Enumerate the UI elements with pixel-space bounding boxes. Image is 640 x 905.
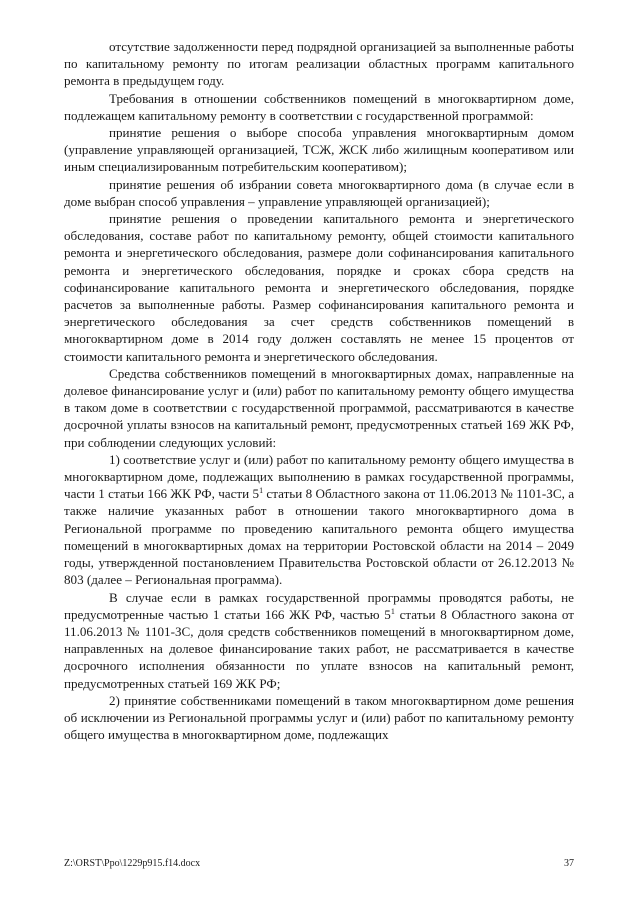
paragraph: Средства собственников помещений в многоквартирных домах, направленные на долевое финансирование услуг и (или) работ по капитальному ремонту общего имущества в таком доме в соответствии с государственной программой, рассматриваются в качестве досрочной уплаты взносов на капитальный ремонт, предусмотренных статьей 169 ЖК РФ, при соблюдении следующих условий: — [64, 365, 574, 450]
requirement-item: принятие решения об избрании совета многоквартирного дома (в случае если в доме выбран способ управления – управление управляющей организацией); — [64, 176, 574, 209]
condition-item: 2) принятие собственниками помещений в таком многоквартирном доме решения об исключении из Региональной программы услуг и (или) работ по капитальному ремонту общего имущества в многоквартирном доме, подлежащих — [64, 692, 574, 743]
requirement-item: принятие решения о выборе способа управления многоквартирным домом (управление управляющей организацией, ТСЖ, ЖСК либо жилищным кооперативом или иным специализированным потребительским кооперативом); — [64, 125, 574, 175]
paragraph-text: статьи 8 Областного закона от 11.06.2013 № 1101-ЗС, доля средств собственников помещений в многоквартирном доме, направленных на долевое финансирование таких работ, не рассматривается в качестве досрочного исполнения обязанности по уплате взносов на капитальный ремонт, предусмотренных статьей 169 ЖК РФ; — [64, 606, 574, 691]
paragraph-text: 1) соответствие услуг и (или) работ по капитальному ремонту общего имущества в многоквартирном доме, подлежащих выполнению в рамках государственной программы, части 1 статьи 166 ЖК РФ, части 5 — [64, 451, 574, 502]
footer-file-path: Z:\ORST\Ppo\1229p915.f14.docx — [64, 858, 201, 869]
paragraph-text: В случае если в рамках государственной программы проводятся работы, не предусмотренные частью 1 статьи 166 ЖК РФ, частью 5 — [64, 589, 574, 622]
document-body — [64, 38, 574, 743]
superscript: 1 — [259, 486, 264, 496]
paragraph-text: статьи 8 Областного закона от 11.06.2013 № 1101-ЗС, а также наличие указанных работ в отношении такого многоквартирного дома в Региональной программе по проведению капитального ремонта общего имущества помещений в многоквартирных домах на территории Ростовской области на 2014 – 2049 годы, утвержденной постановлением Правительства Ростовской области от 26.12.2013 № 803 (далее – Региональная программа). — [64, 486, 574, 588]
requirement-item: принятие решения о проведении капитального ремонта и энергетического обследования, составе работ по капитальному ремонту, общей стоимости капитального ремонта и энергетического обследования, размере доли софинансирования капитального ремонта и энергетического обследования, порядке и сроках сбора средств на софинансирование капитального ремонта и энергетического обследования, порядке расчетов за выполненные работы. Размер софинансирования капитального ремонта и энергетического обследования за счет средств собственников помещений в многоквартирном доме в 2014 году должен составлять не менее 15 процентов от стоимости капитального ремонта и энергетического обследования. — [64, 211, 574, 364]
superscript: 1 — [390, 606, 395, 616]
page-footer — [64, 857, 574, 871]
paragraph: Требования в отношении собственников помещений в многоквартирном доме, подлежащем капитальному ремонту в соответствии с государственной программой: — [64, 90, 574, 123]
condition-item — [64, 451, 574, 589]
page-number: 37 — [564, 858, 574, 869]
paragraph: отсутствие задолженности перед подрядной организацией за выполненные работы по капитальному ремонту по итогам реализации областных программ капитального ремонта в предыдущем году. — [64, 39, 574, 89]
paragraph — [64, 589, 574, 692]
